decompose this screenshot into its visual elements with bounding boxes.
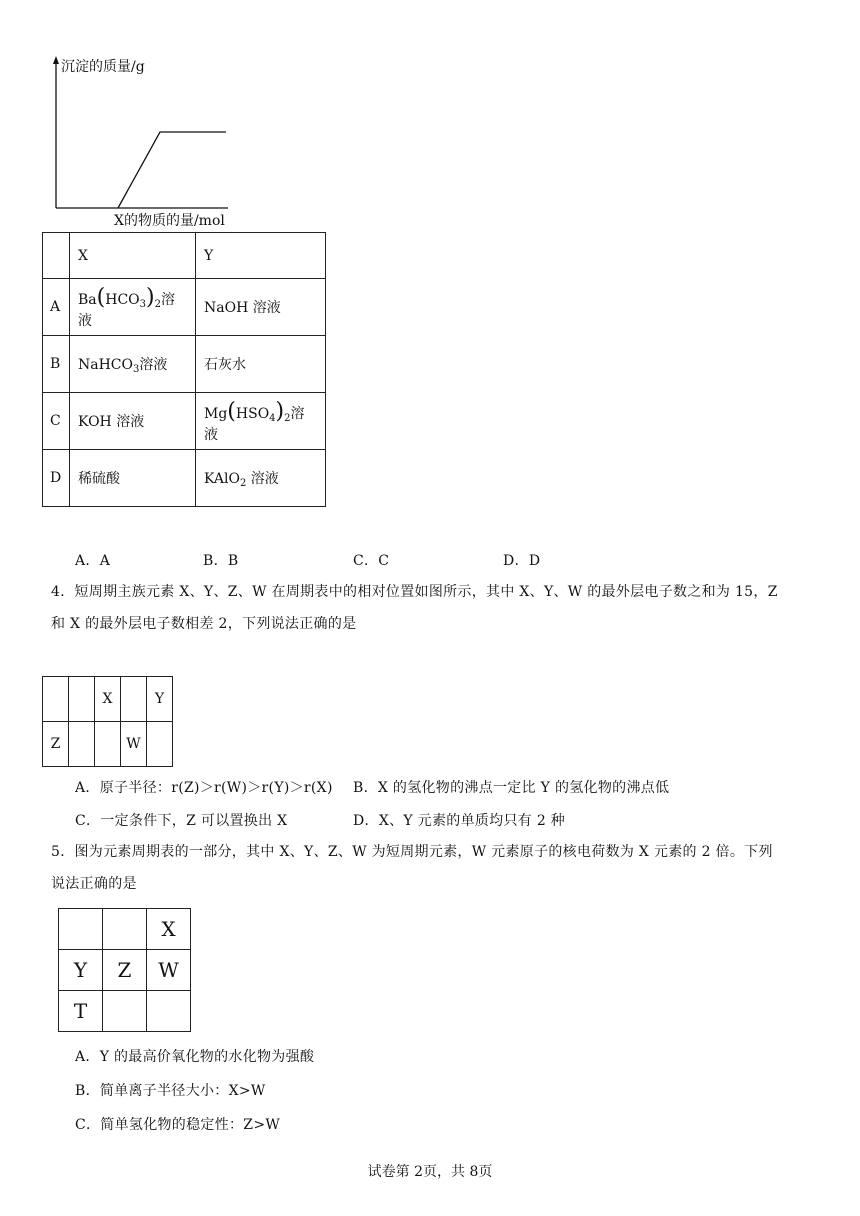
grid-cell [103,991,147,1032]
grid-cell [69,677,95,722]
table-row [43,336,326,393]
grid-row [59,950,191,991]
cell-x: KOH 溶液 [70,393,196,450]
q5-stem-line2: 说法正确的是 [51,876,137,892]
cell-x: 稀硫酸 [70,450,196,507]
grid-row [59,991,191,1032]
q4-stem-line1: 4．短周期主族元素 X、Y、Z、W 在周期表中的相对位置如图所示，其中 X、Y、W 的最外层电子数之和为 15，Z [51,584,778,600]
row-id: B [43,336,70,393]
y-axis-label: 沉淀的质量/g [61,59,145,75]
x-axis-label: X的物质的量/mol [114,213,225,229]
q4-choice-a[interactable]: A．原子半径：r(Z)＞r(W)＞r(Y)＞r(X) [75,780,333,796]
grid-cell [59,909,103,950]
page-footer: 试卷第 2页，共 8页 [367,1164,493,1180]
cell-y: 石灰水 [196,336,326,393]
q4-choice-c[interactable]: C．一定条件下，Z 可以置换出 X [75,813,288,829]
grid-row [43,677,173,722]
grid-cell: X [147,909,191,950]
q5-periodic-grid [58,908,191,1032]
q5-stem-line1: 5．图为元素周期表的一部分，其中 X、Y、Z、W 为短周期元素，W 元素原子的核电荷数为 X 元素的 2 倍。下列 [51,844,773,860]
table-row [43,450,326,507]
q4-choice-b[interactable]: B．X 的氢化物的沸点一定比 Y 的氢化物的沸点低 [353,780,670,796]
q4-choice-d[interactable]: D．X、Y 元素的单质均只有 2 种 [353,813,566,829]
grid-cell: W [147,950,191,991]
q5-choice-b[interactable]: B．简单离子半径大小：X>W [75,1083,266,1099]
header-cell-y: Y [196,233,326,279]
grid-cell [121,677,147,722]
grid-cell: Y [59,950,103,991]
grid-cell [43,677,69,722]
grid-cell [147,991,191,1032]
q4-stem-line2: 和 X 的最外层电子数相差 2，下列说法正确的是 [51,616,357,632]
grid-cell [147,722,173,767]
row-id: A [43,279,70,336]
grid-cell: X [95,677,121,722]
grid-cell: Y [147,677,173,722]
q5-choice-c[interactable]: C．简单氢化物的稳定性：Z>W [75,1117,281,1133]
table-row [43,393,326,450]
row-id: C [43,393,70,450]
q3-choice-d[interactable]: D．D [503,553,541,569]
cell-y: $Mg(HSO_4)_2$溶液 [196,393,326,450]
q3-choice-c[interactable]: C．C [353,553,390,569]
q3-option-table [42,232,326,507]
grid-cell [103,909,147,950]
table-header-row [43,233,326,279]
header-cell-empty [43,233,70,279]
grid-cell [69,722,95,767]
cell-y: NaOH 溶液 [196,279,326,336]
grid-cell: W [121,722,147,767]
q3-choice-b[interactable]: B．B [203,553,239,569]
cell-x: $Ba(HCO_3)_2$溶液 [70,279,196,336]
grid-cell: Z [43,722,69,767]
grid-row [59,909,191,950]
row-id: D [43,450,70,507]
cell-x: NaHCO$_3$溶液 [70,336,196,393]
y-axis-arrow-icon [53,56,59,64]
precipitate-curve [118,132,226,208]
q4-periodic-grid [42,676,173,767]
grid-row [43,722,173,767]
q3-choice-a[interactable]: A．A [75,553,111,569]
q5-choice-a[interactable]: A．Y 的最高价氧化物的水化物为强酸 [75,1049,315,1065]
precipitate-graph [40,50,270,230]
grid-cell [95,722,121,767]
cell-y: KAlO$_2$ 溶液 [196,450,326,507]
grid-cell: Z [103,950,147,991]
table-row [43,279,326,336]
header-cell-x: X [70,233,196,279]
grid-cell: T [59,991,103,1032]
